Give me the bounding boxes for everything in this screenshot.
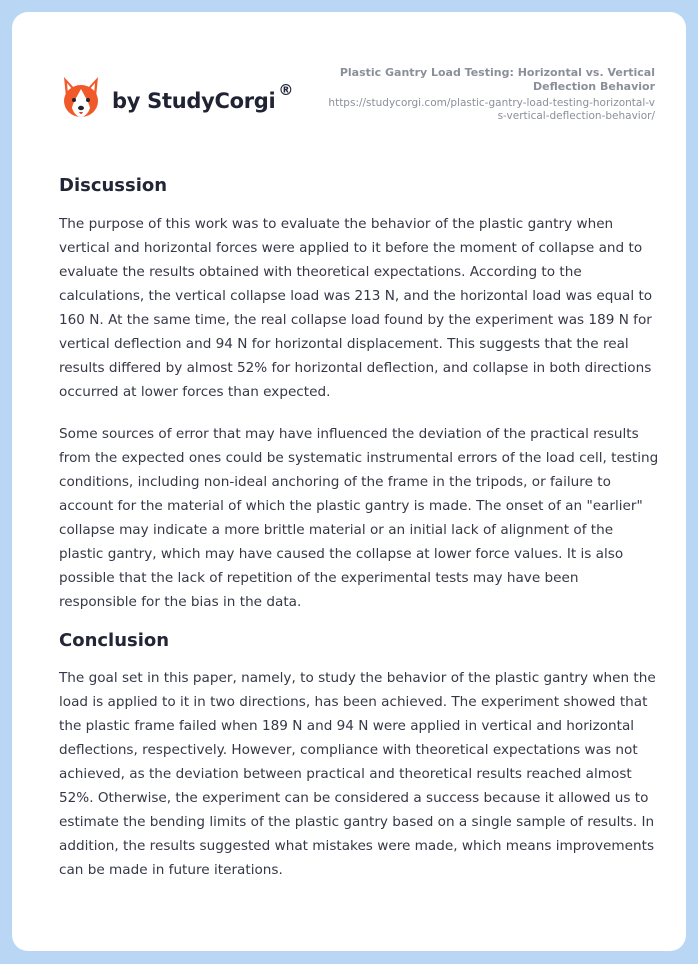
studycorgi-logo[interactable] bbox=[60, 75, 293, 121]
conclusion-paragraph-1: The goal set in this paper, namely, to study the behavior of the plastic gantry when the load is applied to it in two directions, has been achieved. The experiment showed that the plastic frame failed when 189 N and 94 N were applied in vertical and horizontal deflections, respectively. However, compliance with theoretical expectations was not achieved, as the deviation between practical and theoretical results reached almost 52%. Otherwise, the experiment can be considered a success because it allowed us to estimate the bending limits of the plastic gantry based on a single sample of results. In addition, the results suggested what mistakes were made, which means improvements can be made in future iterations. bbox=[59, 670, 656, 878]
conclusion-heading: Conclusion bbox=[59, 630, 170, 651]
article-content bbox=[59, 174, 659, 882]
registered-mark: ® bbox=[278, 81, 294, 99]
discussion-heading: Discussion bbox=[59, 175, 168, 196]
discussion-paragraph-2: Some sources of error that may have influenced the deviation of the practical results from the expected ones could be systematic instrumental errors of the load cell, testing conditions, including non-ideal anchoring of the frame in the tripods, or failure to account for the material of which the plastic gantry is made. The onset of an "earlier" collapse may indicate a more brittle material or an initial lack of alignment of the plastic gantry, which may have caused the collapse at lower force values. It is also possible that the lack of repetition of the experimental tests may have been responsible for the bias in the data. bbox=[59, 426, 659, 610]
document-url[interactable]: https://studycorgi.com/plastic-gantry-load-testing-horizontal-vs-vertical-deflection-behavior/ bbox=[328, 97, 655, 122]
brand-name: by StudyCorgi ® bbox=[112, 81, 294, 113]
document-meta bbox=[325, 66, 655, 123]
document-title: Plastic Gantry Load Testing: Horizontal vs. Vertical Deflection Behavior bbox=[339, 66, 655, 93]
discussion-paragraph-1: The purpose of this work was to evaluate the behavior of the plastic gantry when vertical and horizontal forces were applied to it before the moment of collapse and to evaluate the results obtained with theoretical expectations. According to the calculations, the vertical collapse load was 213 N, and the horizontal load was equal to 160 N. At the same time, the real collapse load found by the experiment was 189 N for vertical deflection and 94 N for horizontal displacement. This suggests that the real results differed by almost 52% for horizontal deflection, and collapse in both directions occurred at lower forces than expected. bbox=[59, 216, 653, 400]
document-page bbox=[12, 12, 686, 951]
corgi-logo-icon bbox=[60, 75, 102, 121]
